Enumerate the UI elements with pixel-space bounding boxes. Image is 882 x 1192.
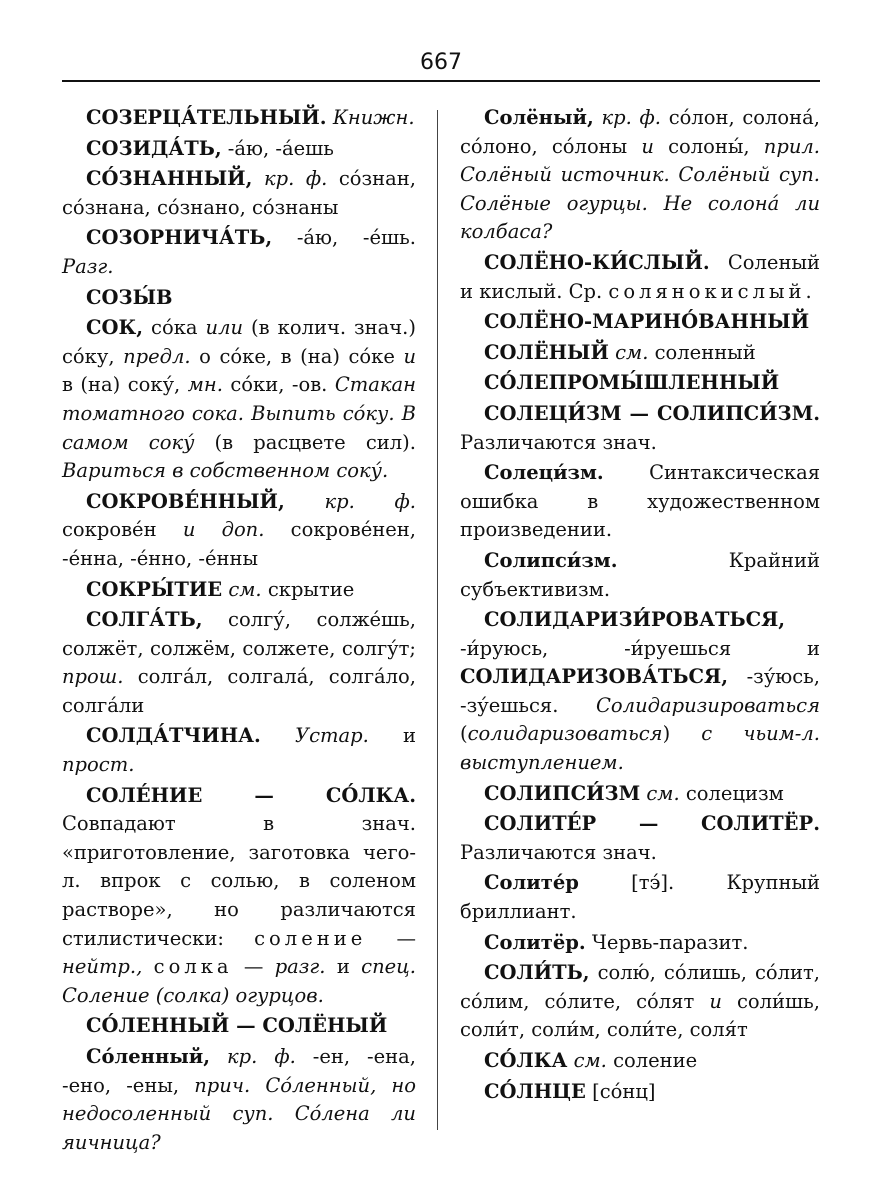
dictionary-entry <box>62 224 416 281</box>
dictionary-entry <box>62 104 416 133</box>
top-rule <box>62 80 820 82</box>
entry-italic-text: Книжн. <box>332 106 415 129</box>
column-divider <box>437 110 438 1130</box>
entry-italic-text: кр. ф. <box>227 1045 296 1068</box>
entry-text: соли́шь, соли́т, соли́м, соли́те, соля́т <box>460 989 820 1042</box>
entry-italic-text: кр. ф. <box>324 489 416 513</box>
entry-text: со́лон, солона́, со́лоно, со́лоны <box>460 106 820 158</box>
entry-text: -а́ю, -е́шь. <box>272 226 416 250</box>
entry-text: Различаются знач. <box>460 840 657 864</box>
dictionary-entry <box>460 547 820 604</box>
entry-italic-text: см. <box>573 1049 607 1072</box>
entry-headword: Со́ленный, <box>86 1045 211 1068</box>
entry-italic-text: предл. <box>123 344 191 368</box>
entry-headword: СОЛИДАРИЗИ́РОВАТЬСЯ, <box>484 608 786 632</box>
entry-text: соление <box>254 926 367 950</box>
entry-headword: Солите́р <box>484 871 579 895</box>
right-column <box>460 104 820 1108</box>
entry-headword: Солеци́зм. <box>484 461 604 485</box>
entry-headword: Солипси́зм. <box>484 548 618 572</box>
entry-italic-text: Солидаризироваться <box>596 693 820 717</box>
dictionary-entry <box>460 459 820 545</box>
entry-text: Совпадают в знач. «приготовление, заготовка чего-л. впрок с солью, в соленом растворе», но различаются стилистически: <box>62 812 416 950</box>
dictionary-entry <box>460 339 820 368</box>
entry-text: солецизм <box>679 781 784 805</box>
dictionary-entry <box>62 284 416 313</box>
entry-text <box>285 490 325 513</box>
entry-headword: СО́ЛКА <box>484 1049 568 1072</box>
entry-text: скрытие <box>261 577 355 601</box>
dictionary-entry <box>62 314 416 486</box>
entry-headword: Солитёр. <box>484 930 586 954</box>
entry-headword: СО́ЛНЦЕ <box>484 1079 586 1103</box>
entry-headword: СОЛЕ́НИЕ — СО́ЛКА. <box>86 783 416 807</box>
entry-headword: СОЛИПСИ́ЗМ <box>484 781 641 805</box>
entry-text: — <box>232 955 275 979</box>
entry-italic-text: прил. Солёный источник. Солёный суп. Солёные огурцы. Не солона́ ли колбаса? <box>460 134 820 244</box>
entry-text: солгу́, солже́шь, солжёт, солжём, солжете, солгу́т; <box>62 608 416 660</box>
dictionary-entry <box>460 400 820 457</box>
dictionary-entry <box>460 780 820 809</box>
dictionary-entry <box>460 369 820 398</box>
entry-text: ) <box>662 722 702 746</box>
entry-italic-text: прош. <box>62 665 124 689</box>
dictionary-entry <box>460 810 820 867</box>
entry-text: соленный <box>648 340 756 364</box>
entry-italic-text: кр. ф. <box>263 167 328 191</box>
entry-headword: СОЛЁНО-МАРИНО́ВАННЫЙ <box>484 310 810 334</box>
entry-text: [тэ́]. Крупный бриллиант. <box>460 871 820 924</box>
dictionary-entry <box>460 606 820 778</box>
entry-italic-text: нейтр., <box>62 955 143 979</box>
entry-text: ( <box>460 722 468 746</box>
entry-text: и <box>325 955 362 979</box>
dictionary-entry <box>62 1043 416 1157</box>
entry-text <box>252 167 264 190</box>
entry-text: и <box>368 724 416 748</box>
entry-italic-text: см. <box>615 340 649 364</box>
entry-text: солоны́, <box>653 134 764 158</box>
dictionary-entry <box>460 1078 820 1107</box>
dictionary-entry <box>460 869 820 926</box>
entry-text: Синтаксическая ошибка в художественном произведении. <box>460 461 820 542</box>
entry-headword: СОЗЕРЦА́ТЕЛЬНЫЙ. <box>86 106 327 129</box>
entry-text: сокрове́нен, -е́нна, -е́нно, -е́нны <box>62 518 416 570</box>
entry-italic-text: Соление (солка) огурцов. <box>62 983 324 1007</box>
entry-text: о со́ке, в (на) со́ке <box>190 344 404 368</box>
dictionary-entry <box>62 722 416 779</box>
entry-italic-text: или <box>205 316 244 340</box>
entry-text: со́ки, -ов. <box>222 373 335 397</box>
entry-headword: СОКРЫ́ТИЕ <box>86 577 223 601</box>
entry-headword: СОЛИТЕ́Р — СОЛИТЁР. <box>484 812 820 836</box>
entry-text: солга́л, солгала́, солга́ло, солга́ли <box>62 665 416 717</box>
entry-headword: СОК, <box>86 316 144 340</box>
dictionary-entry <box>460 1047 820 1076</box>
entry-text: -зу́юсь, -зу́ешься. <box>460 665 820 717</box>
entry-italic-text: разг. <box>274 955 326 979</box>
entry-italic-text: Вариться в собственном соку́. <box>62 459 389 483</box>
entry-italic-text: солидаризоваться <box>467 722 663 746</box>
entry-headword: СО́ЛЕПРОМЫ́ШЛЕННЫЙ <box>484 371 780 395</box>
entry-text: со́знан, со́знана, со́знано, со́знаны <box>62 167 416 219</box>
entry-headword: СОЛЁНО-КИ́СЛЫЙ. <box>484 250 710 274</box>
entry-headword: СОЛИДАРИЗОВА́ТЬСЯ, <box>460 665 729 689</box>
entry-text: (в колич. знач.) со́ку, <box>62 316 416 368</box>
entry-headword: СОЛДА́ТЧИНА. <box>86 724 261 748</box>
dictionary-entry <box>62 782 416 1011</box>
dictionary-entry <box>460 308 820 337</box>
entry-headword: СО́ЛЕННЫЙ — СОЛЁНЫЙ <box>86 1014 388 1038</box>
dictionary-entry <box>62 576 416 605</box>
dictionary-entry <box>62 1012 416 1041</box>
entry-headword: СОЛГА́ТЬ, <box>86 608 203 632</box>
entry-text: -а́ю, -а́ешь <box>221 136 334 160</box>
entry-italic-text: Стакан томатного сока. Выпить со́ку. В самом соку́ <box>62 373 416 454</box>
dictionary-entry <box>62 606 416 720</box>
entry-text: в (на) соку́, <box>62 373 188 397</box>
entry-headword: СО́ЗНАННЫЙ, <box>86 167 253 191</box>
dictionary-entry <box>62 135 416 164</box>
entry-italic-text: спец. <box>361 955 416 979</box>
entry-text: солянокислый. <box>608 279 816 303</box>
entry-text: Червь-паразит. <box>585 930 749 954</box>
entry-italic-text: Устар. <box>295 724 369 748</box>
entry-text <box>142 955 153 978</box>
entry-text <box>261 724 295 747</box>
entry-text: соление <box>606 1049 698 1072</box>
entry-italic-text: и <box>641 134 654 158</box>
entry-headword: СОЛЁНЫЙ <box>484 340 609 364</box>
entry-italic-text: см. <box>646 781 680 805</box>
dictionary-entry <box>460 929 820 958</box>
entry-text: -и́руюсь, -и́руешься и <box>460 636 820 660</box>
entry-italic-text: и <box>403 344 416 368</box>
entry-italic-text: кр. ф. <box>601 106 661 129</box>
dictionary-entry <box>460 249 820 306</box>
entry-text: сокрове́н <box>62 518 183 542</box>
entry-headword: СОЗЫ́В <box>86 285 173 309</box>
dictionary-entry <box>460 959 820 1045</box>
dictionary-entry <box>62 165 416 222</box>
entry-text <box>210 1045 227 1068</box>
entry-text: солю́, со́лишь, со́лит, со́лим, со́лите, со́лят <box>460 961 820 1013</box>
entry-headword: СОЗОРНИЧА́ТЬ, <box>86 226 273 250</box>
entry-text: [со́нц] <box>585 1079 656 1103</box>
page-number: 667 <box>420 50 462 75</box>
entry-headword: СОЛЕЦИ́ЗМ — СОЛИПСИ́ЗМ. <box>484 401 820 425</box>
entry-text: (в расцвете сил). <box>194 430 416 454</box>
entry-headword: СОКРОВЕ́ННЫЙ, <box>86 489 285 513</box>
entry-italic-text: и доп. <box>182 518 265 542</box>
entry-italic-text: и <box>709 989 722 1013</box>
dictionary-entry <box>460 104 820 247</box>
entry-headword: СОЛИ́ТЬ, <box>484 961 590 985</box>
dictionary-entry <box>62 488 416 574</box>
entry-italic-text: мн. <box>187 373 223 397</box>
entry-italic-text: прост. <box>62 753 135 777</box>
entry-italic-text: прич. Со́ленный, но недосоленный суп. Со́лена ли яичница? <box>62 1073 417 1154</box>
entry-text: со́ка <box>143 316 206 340</box>
entry-italic-text: см. <box>228 577 262 601</box>
entry-text: -ен, -ена, -ено, -ены, <box>62 1045 416 1097</box>
entry-text: Соленый и кислый. Ср. <box>460 250 820 303</box>
left-column <box>62 104 416 1159</box>
entry-headword: СОЗИДА́ТЬ, <box>86 136 222 160</box>
entry-text: Крайний субъективизм. <box>460 548 820 601</box>
entry-text: солка <box>153 955 233 979</box>
entry-text: Различаются знач. <box>460 430 657 454</box>
entry-text: — <box>366 926 416 950</box>
entry-italic-text: Разг. <box>62 254 114 278</box>
entry-italic-text: с чьим-л. выступлением. <box>460 722 821 775</box>
entry-headword: Солёный, <box>484 106 594 129</box>
